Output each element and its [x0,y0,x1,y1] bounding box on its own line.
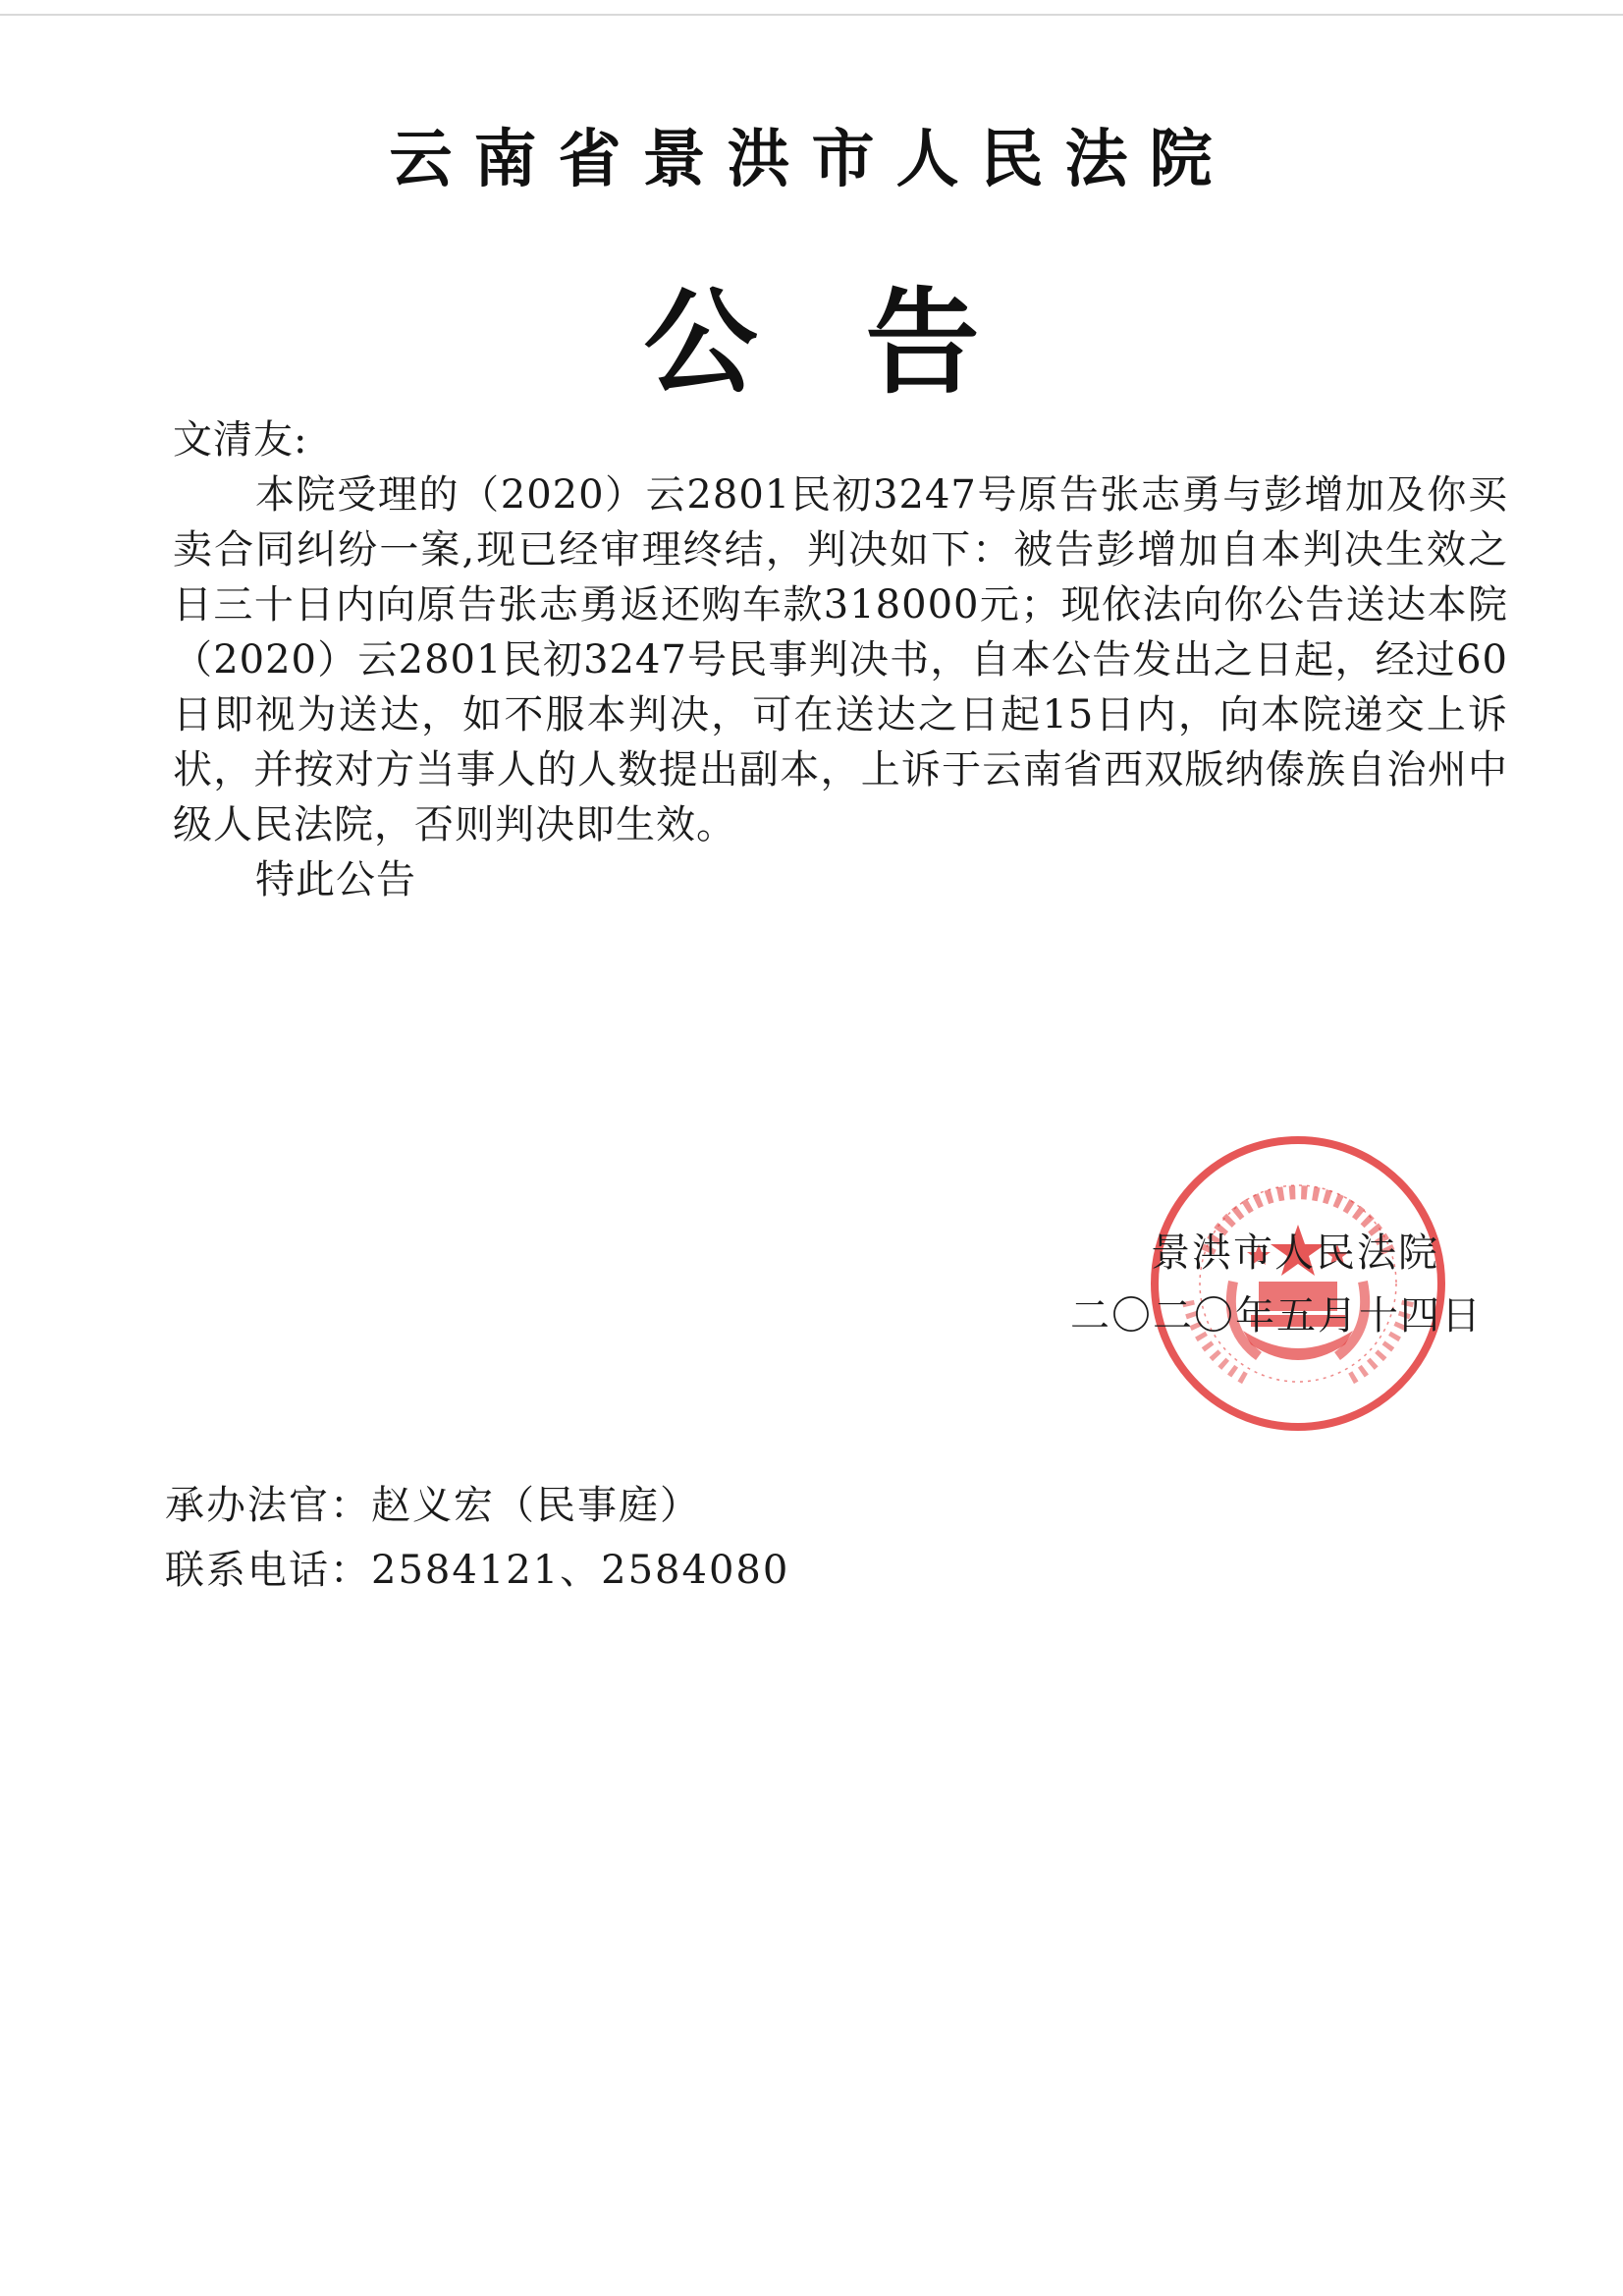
notice-body [173,412,1508,907]
court-seal-stamp-icon [1149,1134,1447,1433]
court-name-heading: 云南省景洪市人民法院 [389,124,1234,196]
phone-line: 联系电话：2584121、2584080 [165,1548,790,1593]
notice-paragraph: 本院受理的（2020）云2801民初3247号原告张志勇与彭增加及你买卖合同纠纷一案,现已经审理终结，判决如下：被告彭增加自本判决生效之日三十日内向原告张志勇返还购车款318000元；现依法向你公告送达本院（2020）云2801民初3247号民事判决书，自本公告发出之日起，经过60日即视为送达，如不服本判决，可在送达之日起15日内，向本院递交上诉状，并按对方当事人的人数提出副本，上诉于云南省西双版纳傣族自治州中级人民法院，否则判决即生效。 [173,472,1508,847]
salutation: 文清友: [173,417,308,463]
judge-line: 承办法官：赵义宏（民事庭） [165,1483,701,1528]
signature-date: 二〇二〇年五月十四日 [1070,1293,1483,1339]
scan-edge-rule [0,14,1623,16]
contact-info [165,1473,1049,1603]
closing-line: 特此公告 [255,857,416,902]
signature-court-name: 景洪市人民法院 [1151,1230,1439,1276]
document-title: 公告 [643,277,1088,410]
